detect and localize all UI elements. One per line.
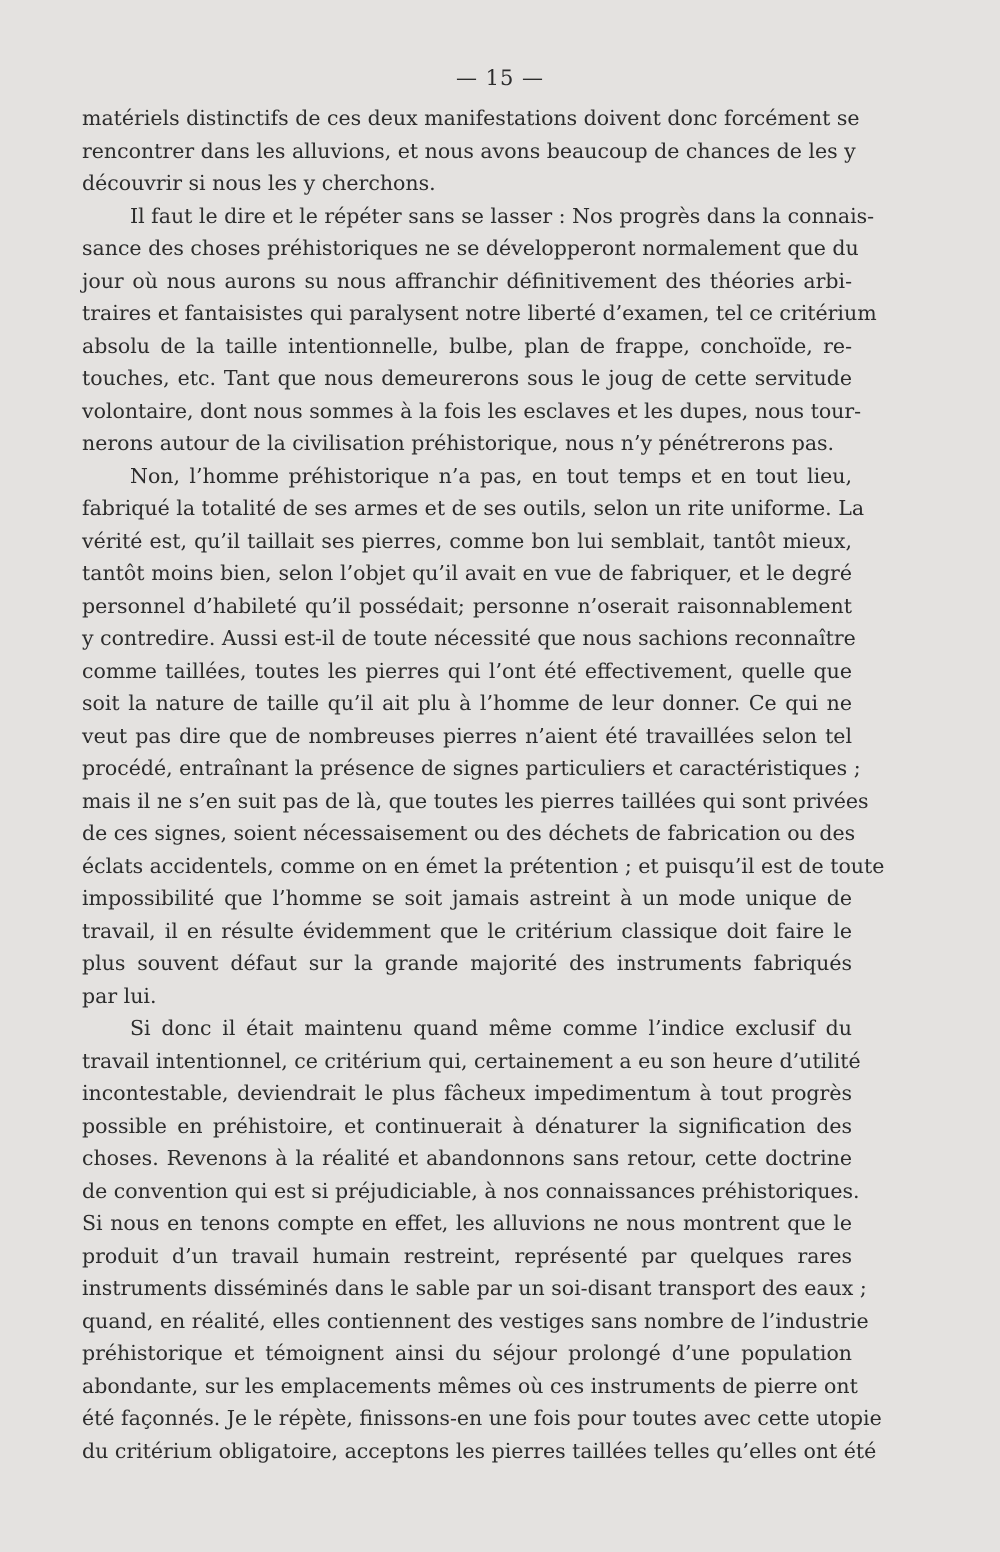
text-line: éclats accidentels, comme on en émet la prétention ; et puisqu’il est de toute bbox=[82, 853, 885, 878]
text-line: produit d’un travail humain restreint, représenté par quelques rares bbox=[82, 1243, 852, 1268]
text-line: du critérium obligatoire, acceptons les pierres taillées telles qu’elles ont été bbox=[82, 1438, 877, 1463]
paragraph bbox=[82, 102, 860, 200]
text-line: instruments disséminés dans le sable par un soi-disant transport des eaux ; bbox=[82, 1276, 867, 1300]
text-line: travail, il en résulte évidemment que le critérium classique doit faire le bbox=[82, 918, 852, 943]
text-line: touches, etc. Tant que nous demeurerons sous le joug de cette servitude bbox=[82, 366, 852, 390]
text-line: personnel d’habileté qu’il possédait; personne n’oserait raisonnablement bbox=[82, 593, 852, 618]
text-line: Il faut le dire et le répéter sans se lasser : Nos progrès dans la connais- bbox=[130, 203, 875, 228]
text-line: possible en préhistoire, et continuerait à dénaturer la signification des bbox=[82, 1113, 852, 1138]
text-line: de ces signes, soient nécessaisement ou des déchets de fabrication ou des bbox=[82, 821, 856, 845]
text-line: comme taillées, toutes les pierres qui l’ont été effectivement, quelle que bbox=[82, 658, 852, 683]
page-number: — 15 — bbox=[455, 66, 545, 90]
paragraph bbox=[82, 200, 877, 460]
text-line: traires et fantaisistes qui paralysent notre liberté d’examen, tel ce critérium bbox=[82, 301, 877, 325]
text-line: abondante, sur les emplacements mêmes où ces instruments de pierre ont bbox=[82, 1373, 858, 1398]
text-line: jour où nous aurons su nous affranchir définitivement des théories arbi- bbox=[82, 268, 852, 293]
paragraph bbox=[82, 1012, 882, 1467]
text-line: rencontrer dans les alluvions, et nous avons beaucoup de chances de les y bbox=[82, 138, 856, 163]
paragraph bbox=[82, 460, 885, 1013]
text-line: matériels distinctifs de ces deux manifestations doivent donc forcément se bbox=[82, 106, 860, 130]
text-line: fabriqué la totalité de ses armes et de ses outils, selon un rite uniforme. La bbox=[82, 496, 865, 520]
text-line: tantôt moins bien, selon l’objet qu’il avait en vue de fabriquer, et le degré bbox=[82, 561, 852, 585]
text-line: Si donc il était maintenu quand même comme l’indice exclusif du bbox=[130, 1016, 852, 1040]
text-line: volontaire, dont nous sommes à la fois les esclaves et les dupes, nous tour- bbox=[82, 398, 862, 423]
text-line: préhistorique et témoignent ainsi du séjour prolongé d’une population bbox=[82, 1341, 852, 1365]
text-line: incontestable, deviendrait le plus fâcheux impedimentum à tout progrès bbox=[82, 1081, 852, 1105]
text-line: procédé, entraînant la présence de signes particuliers et caractéristiques ; bbox=[82, 756, 861, 780]
text-line: de convention qui est si préjudiciable, à nos connaissances préhistoriques. bbox=[82, 1178, 860, 1203]
text-line: impossibilité que l’homme se soit jamais astreint à un mode unique de bbox=[82, 886, 852, 910]
text-line: été façonnés. Je le répète, finissons-en une fois pour toutes avec cette utopie bbox=[82, 1406, 882, 1430]
text-line: absolu de la taille intentionnelle, bulbe, plan de frappe, conchoïde, re- bbox=[82, 333, 852, 358]
text-line: Si nous en tenons compte en effet, les alluvions ne nous montrent que le bbox=[82, 1211, 852, 1235]
text-line: soit la nature de taille qu’il ait plu à l’homme de leur donner. Ce qui ne bbox=[82, 691, 852, 715]
text-line: choses. Revenons à la réalité et abandonnons sans retour, cette doctrine bbox=[82, 1146, 852, 1170]
text-body bbox=[82, 102, 885, 1467]
text-line: quand, en réalité, elles contiennent des vestiges sans nombre de l’industrie bbox=[82, 1308, 869, 1333]
text-line: vérité est, qu’il taillait ses pierres, comme bon lui semblait, tantôt mieux, bbox=[82, 528, 852, 553]
text-line: découvrir si nous les y cherchons. bbox=[82, 171, 436, 195]
text-line: plus souvent défaut sur la grande majorité des instruments fabriqués bbox=[82, 951, 852, 975]
text-line: sance des choses préhistoriques ne se développeront normalement que du bbox=[82, 236, 859, 260]
text-line: veut pas dire que de nombreuses pierres n’aient été travaillées selon tel bbox=[82, 723, 852, 748]
text-line: Non, l’homme préhistorique n’a pas, en tout temps et en tout lieu, bbox=[130, 463, 852, 488]
text-line: par lui. bbox=[82, 983, 157, 1008]
text-line: mais il ne s’en suit pas de là, que toutes les pierres taillées qui sont privées bbox=[82, 788, 869, 813]
text-line: travail intentionnel, ce critérium qui, certainement a eu son heure d’utilité bbox=[82, 1048, 861, 1073]
text-line: nerons autour de la civilisation préhistorique, nous n’y pénétrerons pas. bbox=[82, 431, 835, 455]
text-line: y contredire. Aussi est-il de toute nécessité que nous sachions reconnaître bbox=[82, 626, 856, 650]
